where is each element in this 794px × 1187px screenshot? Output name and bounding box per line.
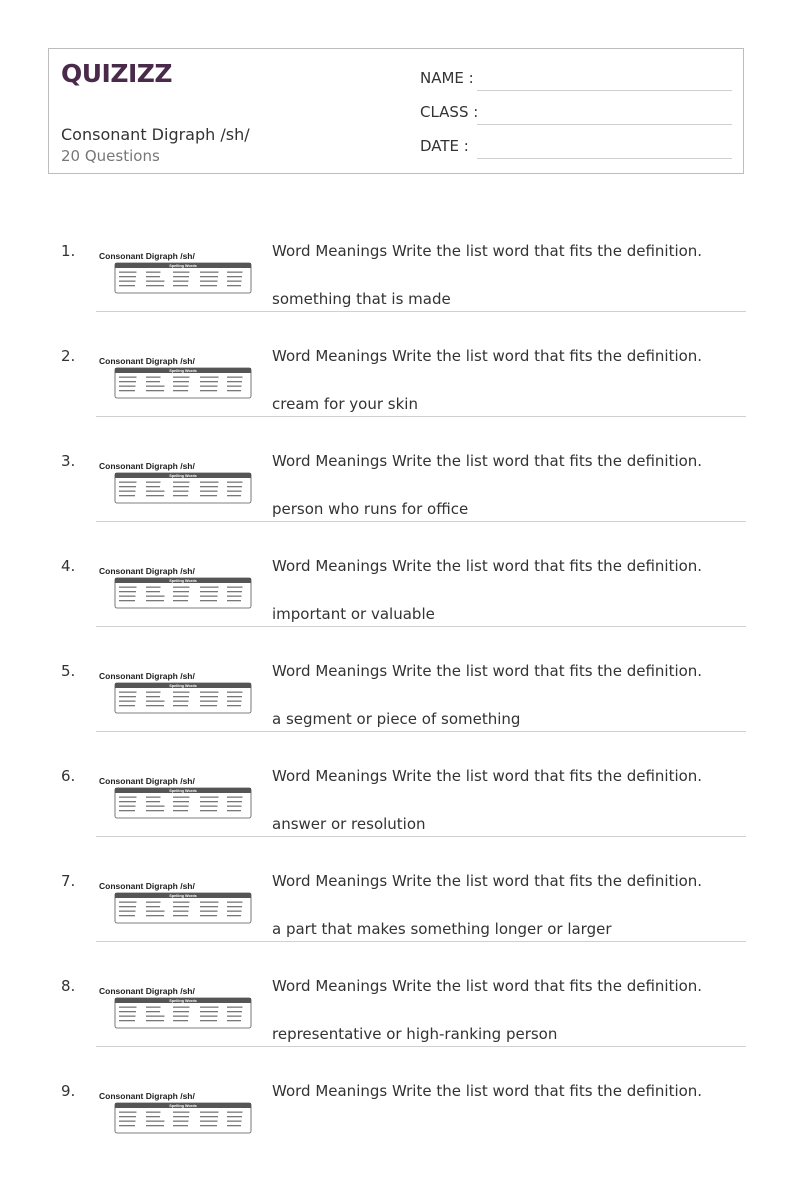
- thumbnail-word: [173, 491, 189, 492]
- thumbnail-word: [173, 495, 188, 496]
- question-prompt: Word Meanings Write the list word that fits the definition.: [272, 347, 703, 365]
- thumbnail-word: [119, 1116, 136, 1117]
- thumbnail-word: [227, 495, 241, 496]
- thumbnail-word: [200, 381, 218, 382]
- thumbnail-word: [173, 806, 189, 807]
- spelling-list-image: [97, 460, 253, 504]
- thumbnail-word: [146, 915, 164, 916]
- thumbnail-title: Consonant Digraph /sh/: [99, 986, 195, 996]
- thumbnail-word: [146, 701, 165, 702]
- question-clue: a segment or piece of something: [272, 710, 521, 728]
- thumbnail-word: [200, 281, 218, 282]
- question-divider: [96, 626, 746, 627]
- question-prompt: Word Meanings Write the list word that fits the definition.: [272, 662, 703, 680]
- thumbnail-word: [119, 285, 135, 286]
- thumbnail-word: [146, 705, 164, 706]
- thumbnail-word: [119, 390, 135, 391]
- thumbnail-title: Consonant Digraph /sh/: [99, 251, 195, 261]
- thumbnail-word: [173, 482, 190, 483]
- thumbnail-word: [227, 1020, 241, 1021]
- thumbnail-word: [146, 600, 164, 601]
- thumbnail-word: [119, 1121, 136, 1122]
- question-clue: something that is made: [272, 290, 451, 308]
- thumbnail-word: [173, 915, 188, 916]
- thumbnail-word: [227, 806, 242, 807]
- question-clue: cream for your skin: [272, 395, 418, 413]
- worksheet-title: Consonant Digraph /sh/: [61, 125, 250, 144]
- thumbnail-word: [227, 285, 241, 286]
- thumbnail-word: [119, 1125, 135, 1126]
- thumbnail-word: [173, 797, 190, 798]
- thumbnail-title: Consonant Digraph /sh/: [99, 356, 195, 366]
- question-prompt: Word Meanings Write the list word that fits the definition.: [272, 452, 703, 470]
- thumbnail-word: [227, 596, 242, 597]
- thumbnail-word: [173, 587, 190, 588]
- thumbnail-word: [119, 692, 137, 693]
- thumbnail-word: [200, 482, 219, 483]
- question-number: 7.: [61, 872, 76, 890]
- question-divider: [96, 416, 746, 417]
- thumbnail-word: [227, 911, 242, 912]
- thumbnail-table-header: Spelling Words: [169, 579, 197, 584]
- thumbnail-word: [119, 381, 136, 382]
- thumbnail-table-header: Spelling Words: [169, 789, 197, 794]
- question-clue: a part that makes something longer or larger: [272, 920, 612, 938]
- thumbnail-word: [146, 696, 160, 697]
- thumbnail-word: [119, 596, 136, 597]
- question-number: 8.: [61, 977, 76, 995]
- question-number: 2.: [61, 347, 76, 365]
- thumbnail-word: [119, 276, 136, 277]
- thumbnail-word: [227, 1011, 242, 1012]
- thumbnail-word: [200, 1125, 217, 1126]
- thumbnail-title: Consonant Digraph /sh/: [99, 461, 195, 471]
- thumbnail-table-header: Spelling Words: [169, 999, 197, 1004]
- thumbnail-word: [200, 911, 218, 912]
- thumbnail-word: [146, 486, 160, 487]
- thumbnail-word: [146, 495, 164, 496]
- question-number: 5.: [61, 662, 76, 680]
- thumbnail-word: [173, 1116, 189, 1117]
- thumbnail-title: Consonant Digraph /sh/: [99, 671, 195, 681]
- thumbnail-word: [227, 1112, 243, 1113]
- question-count: 20 Questions: [61, 147, 160, 165]
- thumbnail-word: [173, 281, 189, 282]
- question-clue: representative or high-ranking person: [272, 1025, 558, 1043]
- thumbnail-word: [173, 801, 189, 802]
- thumbnail-word: [227, 801, 242, 802]
- thumbnail-word: [227, 390, 241, 391]
- thumbnail-word: [173, 1016, 189, 1017]
- thumbnail-word: [146, 1011, 160, 1012]
- thumbnail-word: [146, 491, 165, 492]
- question-number: 6.: [61, 767, 76, 785]
- thumbnail-word: [227, 906, 242, 907]
- thumbnail-word: [200, 1007, 219, 1008]
- thumbnail-table-header: Spelling Words: [169, 474, 197, 479]
- spelling-list-image: [97, 985, 253, 1029]
- thumbnail-word: [119, 915, 135, 916]
- question-divider: [96, 1046, 746, 1047]
- question-clue: person who runs for office: [272, 500, 469, 518]
- question-item: [0, 977, 794, 1082]
- thumbnail-word: [119, 806, 136, 807]
- thumbnail-word: [173, 600, 188, 601]
- thumbnail-word: [227, 272, 243, 273]
- thumbnail-word: [227, 1125, 241, 1126]
- thumbnail-word: [227, 1116, 242, 1117]
- thumbnail-word: [173, 810, 188, 811]
- thumbnail-word: [173, 285, 188, 286]
- thumbnail-word: [173, 596, 189, 597]
- thumbnail-word: [200, 285, 217, 286]
- question-prompt: Word Meanings Write the list word that fits the definition.: [272, 557, 703, 575]
- thumbnail-word: [146, 377, 161, 378]
- thumbnail-word: [119, 810, 135, 811]
- thumbnail-word: [119, 491, 136, 492]
- thumbnail-word: [200, 1116, 218, 1117]
- thumbnail-word: [119, 495, 135, 496]
- question-item: [0, 347, 794, 452]
- name-line[interactable]: [477, 90, 732, 91]
- thumbnail-word: [119, 911, 136, 912]
- thumbnail-word: [200, 486, 218, 487]
- thumbnail-word: [146, 692, 161, 693]
- thumbnail-word: [200, 692, 219, 693]
- thumbnail-word: [173, 276, 189, 277]
- thumbnail-word: [146, 381, 160, 382]
- thumbnail-word: [119, 1020, 135, 1021]
- thumbnail-word: [146, 1116, 160, 1117]
- thumbnail-word: [200, 386, 218, 387]
- thumbnail-table-header: Spelling Words: [169, 684, 197, 689]
- thumbnail-word: [227, 591, 242, 592]
- thumbnail-word: [119, 591, 136, 592]
- thumbnail-word: [173, 701, 189, 702]
- thumbnail-word: [173, 272, 190, 273]
- thumbnail-word: [146, 281, 165, 282]
- thumbnail-word: [119, 486, 136, 487]
- thumbnail-word: [119, 386, 136, 387]
- thumbnail-word: [119, 482, 137, 483]
- thumbnail-word: [200, 701, 218, 702]
- thumbnail-word: [227, 701, 242, 702]
- thumbnail-word: [173, 1007, 190, 1008]
- class-field[interactable]: [420, 103, 732, 127]
- thumbnail-word: [227, 1121, 242, 1122]
- question-clue: answer or resolution: [272, 815, 426, 833]
- thumbnail-word: [173, 906, 189, 907]
- thumbnail-word: [146, 1020, 164, 1021]
- question-divider: [96, 521, 746, 522]
- thumbnail-word: [146, 272, 161, 273]
- question-clue: important or valuable: [272, 605, 435, 623]
- date-line[interactable]: [477, 158, 732, 159]
- thumbnail-word: [227, 915, 241, 916]
- class-label: CLASS :: [420, 103, 479, 121]
- name-label: NAME :: [420, 69, 474, 87]
- thumbnail-title: Consonant Digraph /sh/: [99, 776, 195, 786]
- thumbnail-word: [119, 587, 137, 588]
- thumbnail-word: [200, 801, 218, 802]
- question-item: [0, 242, 794, 347]
- thumbnail-word: [200, 1121, 218, 1122]
- thumbnail-table-header: Spelling Words: [169, 264, 197, 269]
- thumbnail-word: [227, 692, 243, 693]
- spelling-list-image: [97, 355, 253, 399]
- thumbnail-word: [227, 810, 241, 811]
- thumbnail-word: [227, 377, 243, 378]
- thumbnail-word: [119, 1112, 137, 1113]
- thumbnail-word: [146, 806, 165, 807]
- class-line[interactable]: [477, 124, 732, 125]
- question-item: [0, 662, 794, 767]
- thumbnail-word: [173, 902, 190, 903]
- thumbnail-word: [227, 1016, 242, 1017]
- question-item: [0, 452, 794, 557]
- thumbnail-word: [200, 377, 219, 378]
- question-divider: [96, 941, 746, 942]
- thumbnail-word: [200, 915, 217, 916]
- thumbnail-word: [119, 906, 136, 907]
- thumbnail-word: [173, 1020, 188, 1021]
- thumbnail-word: [200, 495, 217, 496]
- thumbnail-word: [173, 692, 190, 693]
- thumbnail-table-header: Spelling Words: [169, 894, 197, 899]
- spelling-list-image: [97, 1090, 253, 1134]
- thumbnail-word: [173, 1112, 190, 1113]
- thumbnail-word: [173, 386, 189, 387]
- question-prompt: Word Meanings Write the list word that fits the definition.: [272, 977, 703, 995]
- thumbnail-word: [227, 600, 241, 601]
- thumbnail-word: [146, 390, 164, 391]
- thumbnail-word: [119, 1016, 136, 1017]
- thumbnail-word: [146, 801, 160, 802]
- thumbnail-word: [146, 1007, 161, 1008]
- thumbnail-word: [227, 482, 243, 483]
- thumbnail-word: [200, 810, 217, 811]
- thumbnail-word: [119, 801, 136, 802]
- thumbnail-word: [227, 491, 242, 492]
- thumbnail-word: [227, 587, 243, 588]
- thumbnail-word: [200, 1020, 217, 1021]
- thumbnail-word: [200, 272, 219, 273]
- question-divider: [96, 311, 746, 312]
- thumbnail-word: [200, 390, 217, 391]
- thumbnail-word: [119, 377, 137, 378]
- thumbnail-word: [227, 386, 242, 387]
- thumbnail-word: [119, 701, 136, 702]
- thumbnail-word: [146, 1125, 164, 1126]
- thumbnail-word: [227, 1007, 243, 1008]
- question-item: [0, 767, 794, 872]
- question-item: [0, 872, 794, 977]
- thumbnail-word: [173, 705, 188, 706]
- thumbnail-word: [200, 591, 218, 592]
- thumbnail-word: [119, 797, 137, 798]
- thumbnail-word: [119, 705, 135, 706]
- thumbnail-word: [227, 705, 241, 706]
- thumbnail-word: [173, 911, 189, 912]
- quizizz-logo: QUIZIZZ: [61, 59, 173, 88]
- thumbnail-word: [146, 591, 160, 592]
- spelling-list-image: [97, 565, 253, 609]
- question-number: 9.: [61, 1082, 76, 1100]
- thumbnail-word: [200, 806, 218, 807]
- spelling-list-image: [97, 250, 253, 294]
- thumbnail-word: [173, 377, 190, 378]
- thumbnail-word: [200, 696, 218, 697]
- thumbnail-word: [200, 902, 219, 903]
- thumbnail-word: [173, 390, 188, 391]
- question-number: 3.: [61, 452, 76, 470]
- worksheet-header: [48, 48, 744, 174]
- question-prompt: Word Meanings Write the list word that fits the definition.: [272, 242, 703, 260]
- thumbnail-word: [227, 696, 242, 697]
- thumbnail-title: Consonant Digraph /sh/: [99, 566, 195, 576]
- thumbnail-word: [200, 1112, 219, 1113]
- thumbnail-word: [227, 797, 243, 798]
- thumbnail-word: [146, 902, 161, 903]
- thumbnail-word: [146, 276, 160, 277]
- thumbnail-word: [200, 587, 219, 588]
- thumbnail-title: Consonant Digraph /sh/: [99, 881, 195, 891]
- spelling-list-image: [97, 880, 253, 924]
- question-divider: [96, 836, 746, 837]
- spelling-list-image: [97, 775, 253, 819]
- thumbnail-word: [119, 281, 136, 282]
- thumbnail-word: [146, 285, 164, 286]
- question-prompt: Word Meanings Write the list word that fits the definition.: [272, 872, 703, 890]
- date-label: DATE :: [420, 137, 469, 155]
- thumbnail-word: [173, 696, 189, 697]
- thumbnail-word: [200, 797, 219, 798]
- thumbnail-word: [146, 906, 160, 907]
- thumbnail-word: [227, 486, 242, 487]
- thumbnail-word: [200, 1016, 218, 1017]
- spelling-list-image: [97, 670, 253, 714]
- thumbnail-word: [227, 902, 243, 903]
- thumbnail-word: [146, 587, 161, 588]
- thumbnail-word: [119, 696, 136, 697]
- thumbnail-title: Consonant Digraph /sh/: [99, 1091, 195, 1101]
- question-divider: [96, 731, 746, 732]
- thumbnail-table-header: Spelling Words: [169, 369, 197, 374]
- thumbnail-word: [200, 600, 217, 601]
- thumbnail-word: [227, 281, 242, 282]
- thumbnail-word: [146, 1121, 165, 1122]
- thumbnail-word: [200, 276, 218, 277]
- thumbnail-word: [146, 482, 161, 483]
- thumbnail-word: [119, 272, 137, 273]
- thumbnail-word: [200, 1011, 218, 1012]
- thumbnail-word: [119, 600, 135, 601]
- thumbnail-word: [146, 810, 164, 811]
- thumbnail-word: [146, 386, 165, 387]
- question-item: [0, 1082, 794, 1187]
- date-field[interactable]: [420, 137, 732, 161]
- thumbnail-word: [119, 1011, 136, 1012]
- thumbnail-word: [146, 797, 161, 798]
- thumbnail-word: [146, 1112, 161, 1113]
- question-number: 1.: [61, 242, 76, 260]
- thumbnail-word: [227, 276, 242, 277]
- thumbnail-word: [200, 491, 218, 492]
- thumbnail-word: [173, 486, 189, 487]
- thumbnail-word: [119, 1007, 137, 1008]
- thumbnail-word: [146, 911, 165, 912]
- thumbnail-word: [119, 902, 137, 903]
- thumbnail-word: [173, 1125, 188, 1126]
- question-item: [0, 557, 794, 662]
- question-prompt: Word Meanings Write the list word that fits the definition.: [272, 1082, 703, 1100]
- thumbnail-table-header: Spelling Words: [169, 1104, 197, 1109]
- thumbnail-word: [146, 596, 165, 597]
- thumbnail-word: [200, 906, 218, 907]
- question-number: 4.: [61, 557, 76, 575]
- question-prompt: Word Meanings Write the list word that fits the definition.: [272, 767, 703, 785]
- thumbnail-word: [227, 381, 242, 382]
- thumbnail-word: [173, 1011, 189, 1012]
- thumbnail-word: [173, 381, 189, 382]
- thumbnail-word: [200, 705, 217, 706]
- name-field[interactable]: [420, 69, 732, 93]
- thumbnail-word: [173, 591, 189, 592]
- thumbnail-word: [146, 1016, 165, 1017]
- thumbnail-word: [200, 596, 218, 597]
- thumbnail-word: [173, 1121, 189, 1122]
